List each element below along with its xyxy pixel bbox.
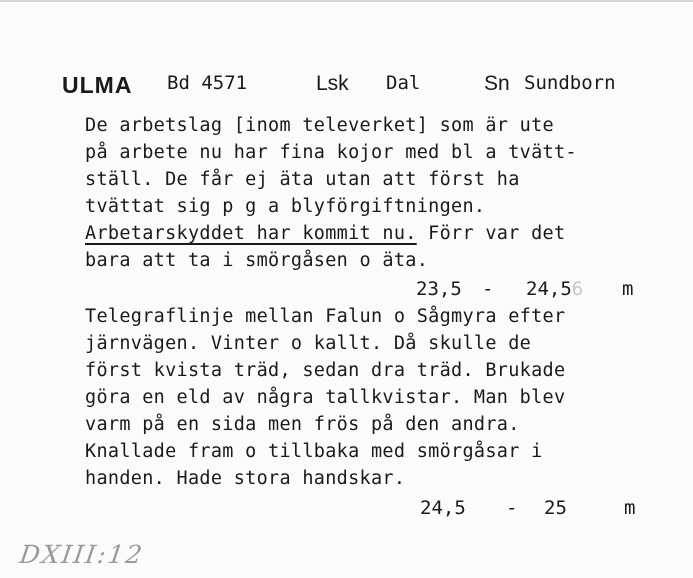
text-line: Telegraflinje mellan Falun o Sågmyra efter [85, 306, 566, 327]
landskap-label: Lsk [316, 72, 349, 95]
text-line: göra en eld av några tallkvistar. Man blev [85, 387, 566, 408]
text-line [85, 223, 565, 244]
measure-dash: - [482, 278, 494, 300]
text-line: tvättat sig p g a blyförgiftningen. [85, 196, 486, 217]
text-line: först kvista träd, sedan dra träd. Brukade [85, 360, 566, 381]
archive-code: ULMA [62, 72, 133, 98]
text-line: ställ. De får ej äta utan att först ha [85, 169, 520, 190]
measure-unit: m [622, 278, 634, 300]
text-line-rest: Förr var det [416, 223, 566, 244]
measure-to [526, 278, 583, 300]
measure-dash: - [506, 497, 518, 519]
landskap-value: Dal [386, 72, 421, 94]
card-header [62, 72, 673, 102]
measure-to-faint: 6 [571, 278, 584, 300]
text-line: De arbetslag [inom televerket] som är ute [85, 115, 554, 136]
measure-from: 23,5 [416, 278, 462, 300]
measure-from: 24,5 [420, 497, 466, 519]
measure-to: 25 [544, 497, 567, 519]
text-line: bara att ta i smörgåsen o äta. [85, 250, 429, 271]
underlined-phrase: Arbetarskyddet har kommit nu. [85, 223, 417, 244]
text-line: järnvägen. Vinter o kallt. Då skulle de [85, 333, 532, 354]
handwritten-signature: DXIII:12 [17, 540, 146, 569]
socken-label: Sn [484, 72, 510, 95]
volume-number: Bd 4571 [167, 72, 248, 94]
text-line: Knallade fram o tillbaka med smörgåsar i [85, 441, 543, 462]
text-line: handen. Hade stora handskar. [85, 468, 406, 489]
measure-unit: m [624, 497, 636, 519]
text-line: varm på en sida men frös på den andra. [85, 414, 520, 435]
socken-value: Sundborn [524, 72, 616, 94]
measure-to-main: 24,5 [526, 278, 572, 300]
text-line: på arbete nu har fina kojor med bl a tvätt- [85, 142, 577, 163]
